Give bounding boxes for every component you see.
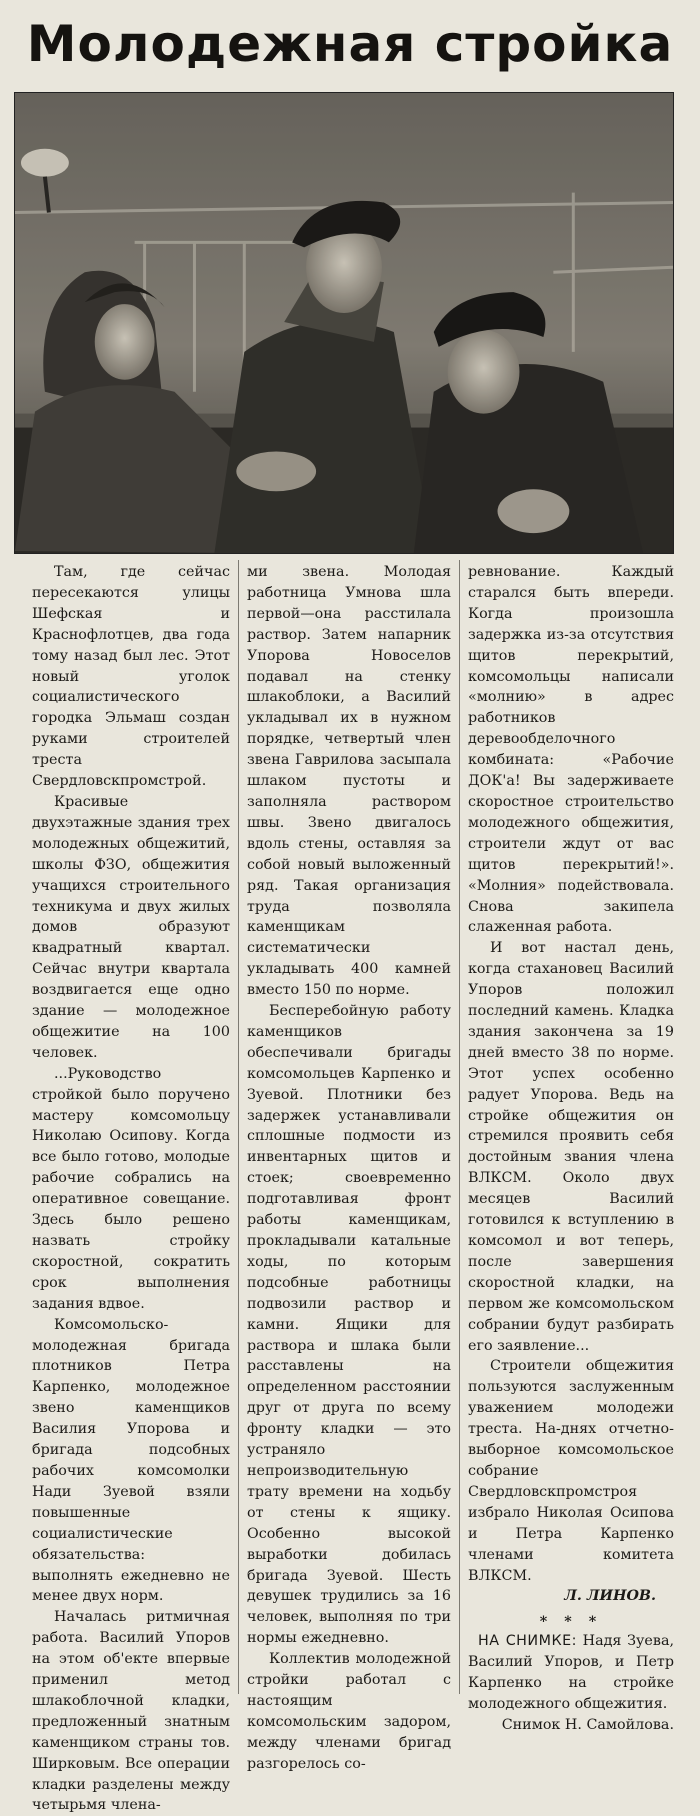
paragraph: Там, где сейчас пересекаются улицы Шефская и Краснофлотцев, два года тому назад был лес. Этот новый уголок социалистического городка Эльмаш создан руками строителей треста Свердловскпромстрой.: [32, 564, 230, 790]
paragraph: Началась ритмичная работа. Василий Упоров на этом об'екте впервые применил метод шлакоблочной кладки, предложенный знатным каменщиком страны тов. Ширковым. Все операции кладки разделены между четырьмя члена-: [32, 1609, 230, 1814]
caption-label: НА СНИМКЕ:: [478, 1633, 577, 1650]
photo-credit: Снимок Н. Самойлова.: [501, 1716, 674, 1733]
photo-caption: [468, 1631, 674, 1736]
caption-text: Надя Зуева, Василий Упоров, и Петр Карпенко на стройке молодежного общежития.: [468, 1633, 675, 1713]
paragraph: Коллектив молодежной стройки работал с настоящим комсомольским задором, между членами бригад разгорелось со-: [247, 1651, 451, 1772]
photo-illustration: [15, 93, 673, 553]
headline: Молодежная стройка: [26, 15, 674, 73]
article-column-3: [468, 562, 675, 1733]
paragraph: ми звена. Молодая работница Умнова шла первой—она расстилала раствор. Затем напарник Упорова Новоселов подавал на стенку шлакоблоки, а Василий укладывал их в нужном порядке, четвертый член звена Гаврилова засыпала шлаком пустоты и заполняла раствором швы. Звено двигалось вдоль стены, оставляя за собой новый выложенный ряд. Такая организация труда позволяла каменщикам систематически укладывать 400 камней вместо 150 по норме.: [247, 564, 451, 999]
paragraph: Бесперебойную работу каменщиков обеспечивали бригады комсомольцев Карпенко и Зуевой. Плотники без задержек устанавливали сплошные подмости из инвентарных щитов и стоек; своевременно подготавливая фронт работы каменщикам, прокладывали катальные ходы, по которым подсобные работницы подвозили раствор и камни. Ящики для раствора и шлака были расставлены на определенном расстоянии друг от друга по всему фронту кладки — это устраняло непроизводительную трату времени на ходьбу от стены к ящику. Особенно высокой выработки добилась бригада Зуевой. Шесть девушек трудились за 16 человек, выполняя по три нормы ежедневно.: [247, 1003, 451, 1647]
paragraph: И вот настал день, когда стахановец Василий Упоров положил последний камень. Кладка здания закончена за 19 дней вместо 38 по норме. Этот успех особенно радует Упорова. Ведь на стройке общежития он стремился проявить себя достойным звания члена ВЛКСМ. Около двух месяцев Василий готовился к вступлению в комсомол и вот теперь, после завершения скоростной кладки, на первом же комсомольском собрании будут разбирать его заявление...: [468, 940, 674, 1354]
column-rule: [459, 560, 460, 1694]
author-signature: Л. ЛИНОВ.: [564, 1588, 656, 1605]
article-column-2: [247, 562, 451, 1772]
paragraph: Комсомольско-молодежная бригада плотников Петра Карпенко, молодежное звено каменщиков Василия Упорова и бригада подсобных рабочих комсомолки Нади Зуевой взяли повышенные социалистические обязательства: выполнять ежедневно не менее двух норм.: [32, 1316, 230, 1605]
article-column-1: [32, 562, 230, 1814]
paragraph: ...Руководство стройкой было поручено мастеру комсомольцу Николаю Осипову. Когда все было готово, молодые рабочие собрались на оперативное совещание. Здесь было решено назвать стройку скоростной, сократить срок выполнения задания вдвое.: [32, 1065, 230, 1312]
paragraph: Красивые двухэтажные здания трех молодежных общежитий, школы ФЗО, общежития учащихся строительного техникума и двух жилых домов образуют квадратный квартал. Сейчас внутри квартала воздвигается еще одно здание — молодежное общежитие на 100 человек.: [32, 793, 230, 1061]
paragraph: ревнование. Каждый старался быть впереди. Когда произошла задержка из-за отсутствия щитов перекрытий, комсомольцы написали «молнию» в адрес работников деревообделочного комбината: «Рабочие ДОК'а! Вы задерживаете скоростное строительство молодежного общежития, строители ждут от вас щитов перекрытий!». «Молния» подействовала. Снова закипела слаженная работа.: [468, 564, 674, 936]
section-separator: * * *: [539, 1614, 603, 1631]
paragraph: Строители общежития пользуются заслуженным уважением молодежи треста. На-днях отчетно-выборное комсомольское собрание Свердловскпромстроя избрало Николая Осипова и Петра Карпенко членами комитета ВЛКСМ.: [468, 1358, 674, 1584]
column-rule: [238, 560, 239, 1694]
article-photo: [14, 92, 674, 554]
